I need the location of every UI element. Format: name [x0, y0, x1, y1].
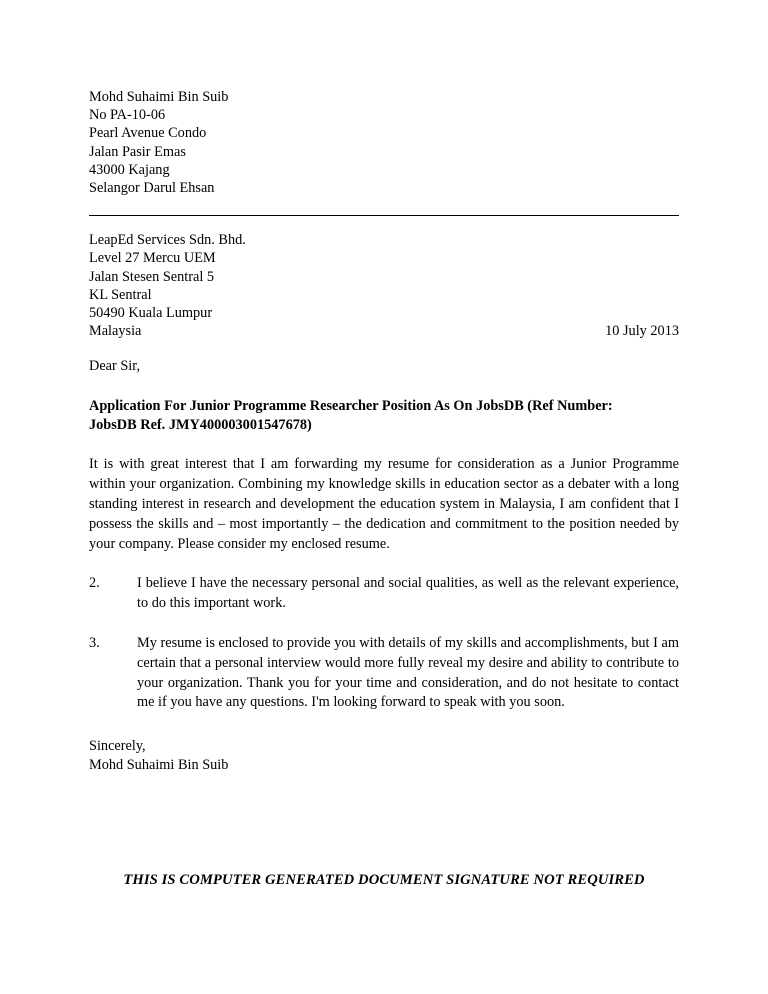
subject-line: Application For Junior Programme Researcher Position As On JobsDB (Ref Number: JobsDB Ref. JMY400003001547678) — [89, 398, 613, 434]
closing-salutation: Sincerely, — [89, 738, 146, 755]
recipient-address-block — [89, 231, 679, 340]
recipient-address-line: Jalan Stesen Sentral 5 — [89, 268, 215, 285]
salutation: Dear Sir, — [89, 358, 141, 375]
body-paragraph-1: It is with great interest that I am forwarding my resume for consideration as a Junior Programme within your organization. Combining my knowledge skills in education sector as a debater with a long standing interest in research and development the education system in Malaysia, I am confident that I possess the skills and – most importantly – the dedication and commitment to the position needed by your company. Please consider my enclosed resume. — [89, 456, 679, 552]
sender-address-line: No PA-10-06 — [89, 107, 166, 124]
numbered-item-text: I believe I have the necessary personal and social qualities, as well as the relevant experience, to do this important work. — [137, 575, 679, 612]
sender-address-line: Pearl Avenue Condo — [89, 125, 207, 142]
recipient-address-line: KL Sentral — [89, 286, 152, 303]
closing-block — [89, 737, 679, 774]
sender-address-line: Mohd Suhaimi Bin Suib — [89, 89, 229, 105]
recipient-address-line: 50490 Kuala Lumpur — [89, 305, 213, 322]
sender-address-line: 43000 Kajang — [89, 161, 170, 178]
header-divider — [89, 215, 679, 216]
letter-date: 10 July 2013 — [605, 323, 679, 340]
sender-address-line: Jalan Pasir Emas — [89, 143, 186, 160]
recipient-address-line: LeapEd Services Sdn. Bhd. — [89, 232, 246, 249]
numbered-item — [89, 574, 679, 614]
document-footer-note: THIS IS COMPUTER GENERATED DOCUMENT SIGNATURE NOT REQUIRED — [123, 872, 645, 888]
numbered-item-text: My resume is enclosed to provide you with details of my skills and accomplishments, but I am certain that a personal interview would more fully reveal my desire and ability to contribute to your organization. Thank you for your time and consideration, and do not hesitate to contact me if you have any questions. I'm looking forward to speak with you soon. — [137, 635, 679, 711]
numbered-item-number: 3. — [89, 635, 100, 652]
recipient-address-line: Level 27 Mercu UEM — [89, 250, 216, 267]
recipient-address-line: Malaysia — [89, 323, 142, 340]
sender-address-block — [89, 88, 679, 197]
sender-address-line: Selangor Darul Ehsan — [89, 180, 215, 197]
numbered-item — [89, 634, 679, 713]
signature-name: Mohd Suhaimi Bin Suib — [89, 756, 229, 773]
numbered-item-number: 2. — [89, 575, 100, 592]
